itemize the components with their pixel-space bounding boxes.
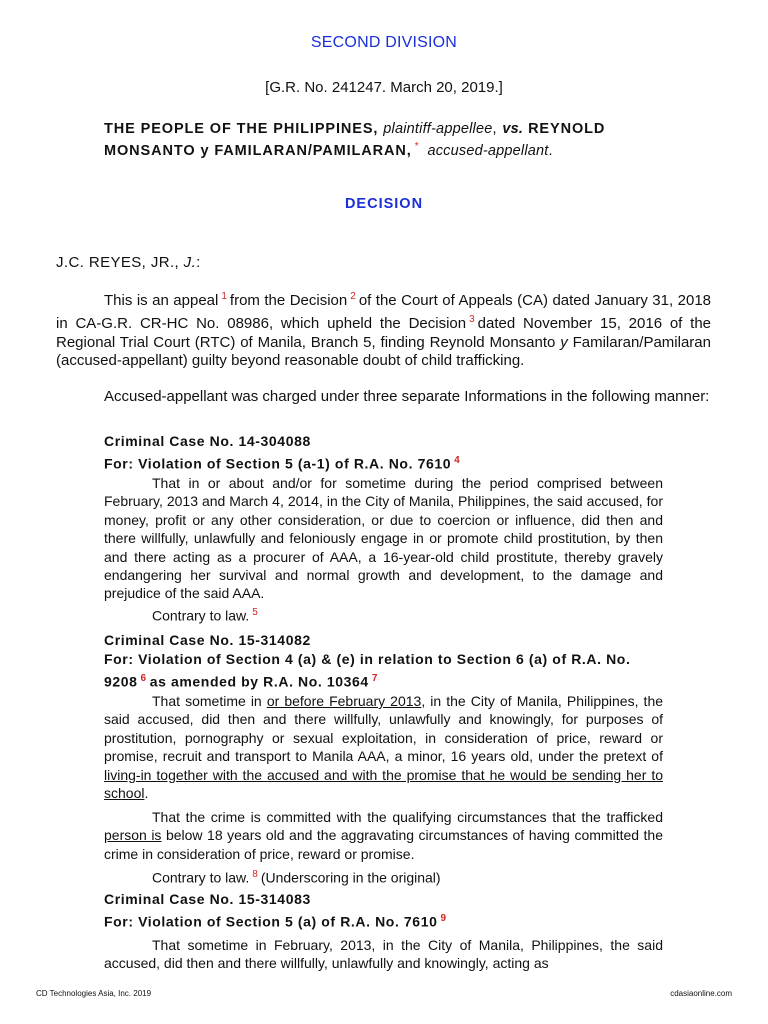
- text: Contrary to law.: [152, 869, 250, 886]
- paragraph-charges: Accused-appellant was charged under three separate Informations in the following manner:: [104, 388, 710, 405]
- case-2-qualifying: [104, 808, 663, 863]
- text: of the Court of Appeals (CA) dated January 31, 2018 in CA-G.R. CR-HC No. 08986, which upheld the Decision: [56, 292, 712, 332]
- underlined-text: person is: [104, 827, 162, 844]
- text: below 18 years old and the aggravating circumstances of having committed the crime in consideration of price, reward or promise.: [104, 827, 664, 862]
- case-3-information: That sometime in February, 2013, in the City of Manila, Philippines, the said accused, did then and there willfully, unlawfully and knowingly, acting as: [104, 937, 663, 972]
- text: This is an appeal: [104, 292, 219, 309]
- case-3-title: Criminal Case No. 15-314083: [104, 891, 311, 907]
- footnote-8-link[interactable]: 8: [252, 869, 258, 880]
- text: .: [144, 785, 149, 802]
- party-accused: REYNOLD MONSANTO y FAMILARAN/PAMILARAN,: [104, 121, 606, 159]
- case-2-heading: [104, 631, 664, 692]
- decision-heading: DECISION: [344, 196, 424, 212]
- footnote-3-link[interactable]: 3: [469, 313, 475, 325]
- footnote-4-link[interactable]: 4: [454, 455, 461, 466]
- underlined-text: living-in together with the accused and with the promise that he would be sending her to school: [104, 766, 663, 802]
- text: That sometime in: [152, 693, 262, 709]
- party-plaintiff: THE PEOPLE OF THE PHILIPPINES,: [104, 121, 379, 137]
- footnote-9-link[interactable]: 9: [440, 913, 447, 924]
- case-1-charge: For: Violation of Section 5 (a-1) of R.A. No. 7610: [104, 455, 452, 472]
- case-parties: [104, 120, 679, 160]
- text: from the Decision: [229, 292, 348, 309]
- case-1-heading: [104, 432, 664, 474]
- footnote-7-link[interactable]: 7: [371, 673, 378, 684]
- text: (Underscoring in the original): [260, 869, 441, 886]
- division-heading: SECOND DIVISION: [310, 34, 458, 51]
- accused-role: accused-appellant: [427, 142, 549, 159]
- text: That the crime is committed with the qualifying circumstances that the trafficked: [152, 809, 663, 825]
- footnote-star-link[interactable]: *: [414, 141, 420, 152]
- case-3-heading: [104, 890, 664, 932]
- paragraph-appeal: [56, 288, 711, 371]
- ponente-name: J.C. REYES, JR.,: [56, 254, 180, 271]
- footnote-6-link[interactable]: 6: [140, 673, 147, 684]
- case-2-amendment: as amended by R.A. No. 10364: [149, 673, 369, 690]
- colon: :: [196, 254, 201, 271]
- case-1-title: Criminal Case No. 14-304088: [104, 433, 311, 449]
- footnote-5-link[interactable]: 5: [252, 607, 258, 618]
- period: .: [548, 142, 554, 159]
- footer-copyright: CD Technologies Asia, Inc. 2019: [36, 989, 152, 998]
- case-3-charge: For: Violation of Section 5 (a) of R.A. No. 7610: [104, 913, 438, 930]
- footnote-2-link[interactable]: 2: [350, 291, 356, 302]
- text: dated November 15, 2016 of the Regional Trial Court (RTC) of Manila, Branch 5, finding Reynold Monsanto: [56, 314, 712, 351]
- text: , in the City of Manila, Philippines, the said accused, did then and there willfully, unlawfully and knowingly, for purposes of prostitution, pornography or sexual exploitation, in consideration of price, reward or promise, recruit and transport to Manila AAA, a minor, 16 years old, under the pretext of: [104, 693, 664, 765]
- case-1-information: That in or about and/or for sometime during the period comprised between February, 2013 and March 4, 2014, in the City of Manila, Philippines, the said accused, for money, profit or any other consideration, or due to coercion or influence, did then and there willfully, unlawfully and feloniously engage in or promote child prostitution, by then and there acting as a procurer of AAA, a 16-year-old child prostitute, thereby gravely endangering her survival and normal growth and development, to the damage and prejudice of the said AAA.: [104, 475, 663, 602]
- underlined-text: or before February 2013: [266, 693, 422, 709]
- case-2-charge: For: Violation of Section 4 (a) & (e) in relation to Section 6 (a) of R.A. No. 9208: [104, 651, 631, 690]
- footnote-1-link[interactable]: 1: [221, 291, 227, 302]
- text: Familaran/Pamilaran (accused-appellant) guilty beyond reasonable doubt of child trafficking.: [56, 333, 711, 370]
- footer-website: cdasiaonline.com: [670, 989, 732, 998]
- versus-label: vs.: [502, 121, 524, 137]
- case-1-contrary: [152, 607, 261, 624]
- plaintiff-role: plaintiff-appellee: [383, 121, 493, 137]
- comma: ,: [492, 121, 498, 137]
- text: Contrary to law.: [152, 607, 250, 624]
- text-italic: y: [560, 333, 568, 351]
- case-2-contrary: [152, 869, 441, 886]
- case-2-information: [104, 692, 663, 802]
- ponente: [56, 254, 201, 271]
- case-number: [G.R. No. 241247. March 20, 2019.]: [265, 79, 503, 96]
- case-2-title: Criminal Case No. 15-314082: [104, 632, 311, 648]
- ponente-title: J.: [183, 254, 197, 271]
